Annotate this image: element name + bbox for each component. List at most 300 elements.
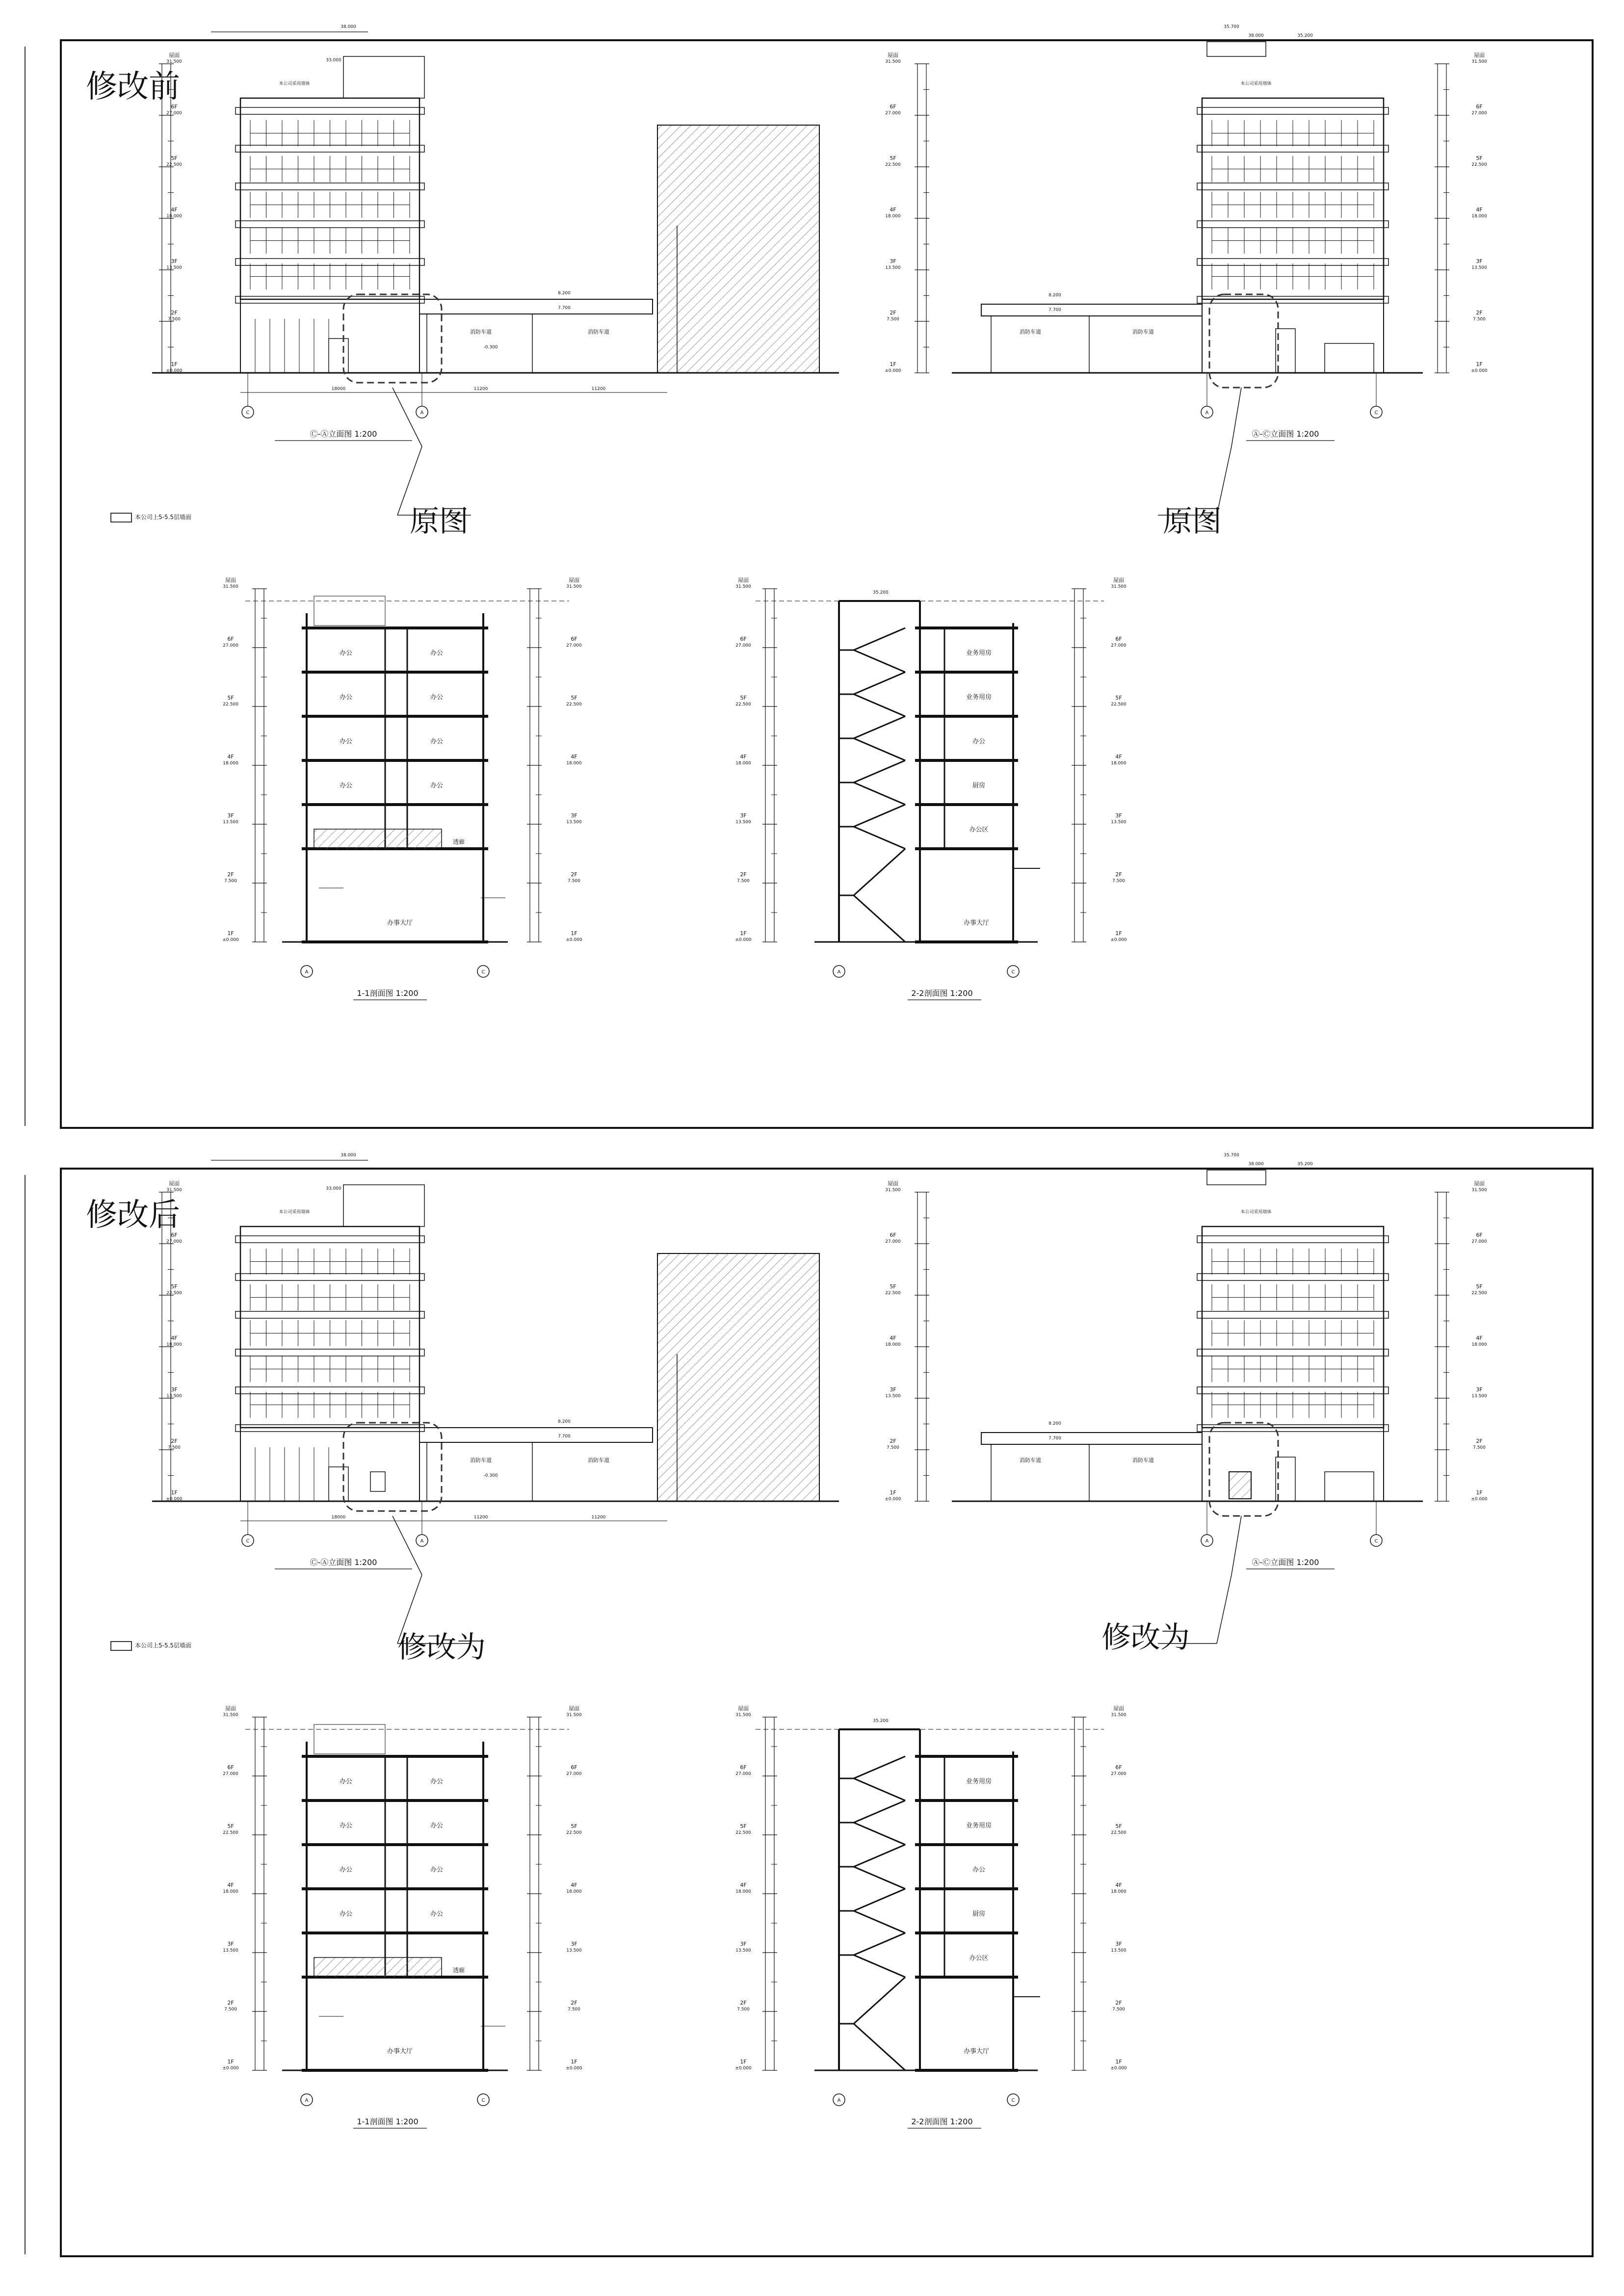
floor-name: 5F	[571, 695, 577, 701]
stair-flight	[854, 738, 905, 760]
floor-name: 4F	[1115, 1882, 1122, 1888]
floor-elevation: 13.500	[1111, 1948, 1126, 1953]
room-office: 办公	[430, 738, 444, 745]
floor-band	[236, 183, 424, 190]
floor-elevation: 7.500	[168, 1445, 181, 1450]
fire-lane-label: 消防车道	[1132, 1457, 1154, 1463]
callout-right-before: 原图	[1163, 504, 1222, 539]
floor-elevation: 7.500	[1112, 2007, 1125, 2012]
floor-name: 2F	[227, 871, 234, 878]
floor-name: 2F	[1476, 1438, 1483, 1444]
floor-name: 屋面	[888, 52, 898, 58]
fire-lane-label: 消防车道	[1020, 1457, 1041, 1463]
floor-name: 4F	[740, 1882, 747, 1888]
floor-elevation: 27.000	[885, 1239, 901, 1244]
floor-name: 6F	[571, 1764, 577, 1771]
elev-33000: 33.000	[326, 1186, 341, 1191]
dim-11200: 11200	[473, 1515, 488, 1520]
hall-label: 办事大厅	[387, 2048, 413, 2055]
floor-band	[236, 1311, 424, 1318]
elev-7700: 7.700	[558, 1434, 571, 1439]
floor-tags-right-a	[885, 52, 901, 373]
floor-band	[236, 1274, 424, 1280]
floor-band	[1197, 221, 1388, 228]
room-office: 办公	[339, 650, 353, 657]
floor-elevation: 22.500	[1471, 162, 1487, 167]
room-office: 办公	[430, 1778, 444, 1785]
floor-tags-left	[166, 52, 183, 373]
legend-text-after: 本公司上5-5.5层墙面	[135, 1642, 192, 1649]
dim-18000: 18000	[331, 387, 346, 391]
stair-flight	[854, 650, 905, 672]
level-marks-sec2-r	[1072, 1717, 1086, 2070]
floor-tags-sec1-r	[566, 1705, 582, 2071]
room-label: 办公区	[969, 826, 989, 834]
floor-name: 2F	[890, 310, 896, 316]
panel-title-before: 修改前	[86, 69, 180, 105]
floor-name: 3F	[171, 258, 178, 264]
level-marks-sec2	[762, 1717, 777, 2070]
floor-elevation: 31.500	[166, 1188, 182, 1193]
floor-tags-right-a	[885, 1180, 901, 1502]
section-2-2	[735, 1705, 1127, 2128]
floor-name: 1F	[227, 930, 234, 937]
stair-flight	[854, 760, 905, 783]
floor-elevation: 7.500	[887, 317, 899, 322]
floor-elevation: 18.000	[735, 761, 751, 766]
grid-label: C	[1011, 2098, 1015, 2103]
floor-elevation: 22.500	[166, 162, 182, 167]
floor-name: 4F	[171, 207, 178, 213]
grid-label: C	[1374, 1539, 1378, 1544]
grid-label: C	[481, 2098, 485, 2103]
floor-name: 6F	[740, 1764, 747, 1771]
grid-label: A	[837, 2098, 841, 2103]
floor-elevation: ±0.000	[566, 2066, 582, 2071]
floor-name: 6F	[1476, 1232, 1483, 1238]
callout-leader	[393, 388, 422, 446]
floor-name: 4F	[227, 1882, 234, 1888]
floor-name: 屋面	[738, 577, 749, 583]
floor-elevation: 13.500	[885, 1394, 901, 1399]
floor-name: 2F	[571, 871, 577, 878]
floor-name: 3F	[1476, 258, 1483, 264]
canopy	[419, 1428, 653, 1442]
floor-elevation: ±0.000	[885, 368, 901, 373]
grid-label: A	[837, 969, 841, 975]
panel-title-after: 修改后	[86, 1197, 180, 1233]
fire-lane-label: 消防车道	[470, 1457, 492, 1463]
floor-band	[1197, 1349, 1388, 1356]
floor-elevation: 27.000	[223, 643, 238, 648]
floor-elevation: 18.000	[566, 761, 582, 766]
floor-name: 1F	[171, 361, 178, 367]
elev-7700: 7.700	[558, 306, 571, 311]
floor-name: 6F	[171, 1232, 178, 1238]
floor-tags-sec2	[735, 1705, 752, 2071]
floor-elevation: 31.500	[885, 59, 901, 64]
section-title: 2-2剖面图 1:200	[911, 2117, 973, 2126]
floor-elevation: 27.000	[1471, 1239, 1487, 1244]
floor-name: 4F	[740, 754, 747, 760]
floor-elevation: 22.500	[1471, 1291, 1487, 1296]
elev-7700: 7.700	[1048, 1436, 1061, 1441]
floor-name: 1F	[890, 1489, 896, 1496]
floor-elevation: 22.500	[1111, 1830, 1126, 1835]
stair-flight	[854, 1756, 905, 1778]
floor-elevation: 31.500	[223, 1713, 238, 1718]
elevation-title: Ⓐ-Ⓒ立面图 1:200	[1252, 429, 1319, 439]
legend-text-before: 本公司上5-5.5层墙面	[135, 514, 192, 521]
floor-tags-sec1-r	[566, 577, 582, 942]
floor-name: 2F	[1115, 2000, 1122, 2006]
floor-elevation: 7.500	[737, 879, 750, 884]
floor-band	[1197, 183, 1388, 190]
floor-name: 屋面	[569, 1705, 579, 1712]
level-marks-sec2	[762, 589, 777, 942]
floor-name: 1F	[890, 361, 896, 367]
floor-name: 5F	[740, 1823, 747, 1829]
floor-name: 1F	[227, 2059, 234, 2065]
floor-name: 2F	[171, 310, 178, 316]
floor-name: 3F	[1115, 812, 1122, 819]
floor-name: 6F	[1115, 1764, 1122, 1771]
floor-name: 3F	[740, 812, 747, 819]
stair-flight	[854, 1911, 905, 1933]
floor-name: 6F	[1476, 104, 1483, 110]
level-marks-sec1	[252, 589, 267, 942]
grid-label: C	[1011, 969, 1015, 975]
floor-name: 2F	[227, 2000, 234, 2006]
floor-elevation: 13.500	[1111, 820, 1126, 825]
floor-elevation: ±0.000	[735, 2066, 752, 2071]
grid-label: C	[481, 969, 485, 975]
floor-band	[1197, 145, 1388, 152]
stair-flight	[854, 1800, 905, 1823]
floor-elevation: 18.000	[223, 1889, 238, 1894]
floor-elevation: ±0.000	[1110, 2066, 1127, 2071]
floor-tags-right-b	[1471, 1180, 1488, 1502]
floor-name: 4F	[1115, 754, 1122, 760]
floor-name: 4F	[171, 1335, 178, 1341]
floor-name: 屋面	[888, 1180, 898, 1187]
fire-lane-label: 消防车道	[588, 329, 609, 335]
floor-band	[1197, 107, 1388, 114]
floor-name: 5F	[890, 155, 896, 161]
floor-elevation: 13.500	[223, 1948, 238, 1953]
floor-elevation: 22.500	[1111, 702, 1126, 707]
floor-name: 5F	[1115, 1823, 1122, 1829]
floor-elevation: ±0.000	[166, 368, 183, 373]
room-label: 办公	[972, 1866, 986, 1874]
floor-elevation: 7.500	[224, 2007, 237, 2012]
floor-name: 1F	[1115, 2059, 1122, 2065]
roof-stair-box	[343, 56, 424, 98]
dim-18000: 18000	[331, 1515, 346, 1520]
floor-elevation: 27.000	[566, 643, 582, 648]
room-office: 办公	[339, 1778, 353, 1785]
level-marks-sec1	[252, 1717, 267, 2070]
fire-lane-label: 消防车道	[470, 329, 492, 335]
floor-elevation: 22.500	[885, 1291, 901, 1296]
floor-name: 1F	[171, 1489, 178, 1496]
elev-m300: -0.300	[483, 345, 498, 350]
room-label: 业务用房	[966, 1822, 992, 1829]
floor-name: 5F	[171, 155, 178, 161]
floor-name: 屋面	[1474, 52, 1485, 58]
floor-elevation: 7.500	[1473, 1445, 1486, 1450]
stair-flight	[854, 628, 905, 650]
floor-name: 屋面	[1113, 577, 1124, 583]
callout-leader	[397, 1575, 422, 1644]
floor-tags-sec2-r	[1110, 577, 1127, 942]
elevation-c-a	[152, 1153, 839, 1644]
stair-flight	[854, 1845, 905, 1867]
room-office: 办公	[430, 1866, 444, 1874]
floor-name: 6F	[171, 104, 178, 110]
mezzanine	[314, 1957, 442, 1977]
floor-elevation: 27.000	[885, 111, 901, 116]
stair-flight	[854, 1977, 905, 2024]
elevation-title: Ⓒ-Ⓐ立面图 1:200	[310, 1558, 377, 1567]
room-label: 业务用房	[966, 650, 992, 657]
floor-name: 3F	[227, 1941, 234, 1947]
top-label: 本公司采用墙体	[1240, 81, 1272, 86]
floor-band	[236, 221, 424, 228]
floor-band	[1197, 1236, 1388, 1243]
floor-elevation: 13.500	[735, 1948, 751, 1953]
floor-tags-right-b	[1471, 52, 1488, 373]
floor-elevation: ±0.000	[885, 1497, 901, 1502]
floor-elevation: 31.500	[1471, 1188, 1487, 1193]
roof-parapet	[1207, 1170, 1266, 1185]
floor-elevation: 31.500	[223, 584, 238, 589]
callout-leader	[1231, 1516, 1241, 1575]
dim-11200: 11200	[591, 387, 606, 391]
floor-name: 4F	[1476, 207, 1483, 213]
floor-elevation: 31.500	[166, 59, 182, 64]
floor-name: 5F	[171, 1283, 178, 1290]
floor-elevation: 31.500	[735, 1713, 751, 1718]
floor-elevation: 22.500	[566, 702, 582, 707]
floor-elevation: 22.500	[223, 702, 238, 707]
floor-elevation: 31.500	[566, 1713, 582, 1718]
floor-name: 3F	[740, 1941, 747, 1947]
floor-name: 3F	[890, 258, 896, 264]
ground-floor	[240, 299, 419, 373]
dim-11200: 11200	[473, 387, 488, 391]
stair-flight	[854, 805, 905, 827]
floor-elevation: 13.500	[223, 820, 238, 825]
floor-elevation: 27.000	[166, 1239, 182, 1244]
level-marks-right-b	[1435, 1192, 1449, 1501]
grid-label: A	[420, 410, 424, 416]
floor-name: 4F	[890, 1335, 896, 1341]
floor-elevation: 18.000	[166, 214, 182, 219]
top-label: 本公司采用墙体	[279, 81, 310, 86]
floor-name: 5F	[740, 695, 747, 701]
floor-tags-sec2	[735, 577, 752, 942]
floor-elevation: 7.500	[568, 879, 580, 884]
floor-band	[236, 1236, 424, 1243]
room-office: 办公	[339, 1822, 353, 1829]
floor-elevation: ±0.000	[1110, 938, 1127, 942]
floor-elevation: 13.500	[885, 265, 901, 270]
room-office: 办公	[339, 694, 353, 701]
stair-flight	[854, 672, 905, 694]
floor-name: 4F	[227, 754, 234, 760]
floor-elevation: 18.000	[566, 1889, 582, 1894]
room-office: 办公	[430, 650, 444, 657]
floor-elevation: 18.000	[223, 761, 238, 766]
floor-elevation: 7.500	[168, 317, 181, 322]
room-label: 办公区	[969, 1955, 989, 1962]
grid-label: A	[305, 2098, 309, 2103]
floor-name: 屋面	[1474, 1180, 1485, 1187]
callout-right-after: 修改为	[1101, 1620, 1190, 1655]
floor-elevation: 22.500	[566, 1830, 582, 1835]
elev-8200: 8.200	[1048, 293, 1061, 298]
floor-elevation: 31.500	[566, 584, 582, 589]
floor-name: 4F	[890, 207, 896, 213]
stair-flight	[854, 2024, 905, 2070]
floor-elevation: 13.500	[166, 265, 182, 270]
neighbor-building	[657, 1253, 819, 1501]
floor-elevation: 18.000	[1471, 1342, 1487, 1347]
section-title: 1-1剖面图 1:200	[357, 989, 419, 998]
fire-lane-label: 消防车道	[1132, 329, 1154, 335]
floor-band	[236, 145, 424, 152]
roof-stair-box	[343, 1185, 424, 1226]
floor-name: 5F	[1476, 155, 1483, 161]
floor-name: 6F	[227, 1764, 234, 1771]
floor-name: 屋面	[1113, 1705, 1124, 1712]
floor-elevation: 27.000	[1111, 643, 1126, 648]
floor-name: 3F	[571, 812, 577, 819]
floor-elevation: 31.500	[735, 584, 751, 589]
elev-m300: -0.300	[483, 1473, 498, 1478]
floor-name: 1F	[1476, 1489, 1483, 1496]
dim-11200: 11200	[591, 1515, 606, 1520]
elevation-c-a	[152, 25, 839, 515]
floor-name: 2F	[171, 1438, 178, 1444]
floor-elevation: 13.500	[566, 820, 582, 825]
elevation-a-c	[885, 25, 1488, 515]
fire-lane-label: 消防车道	[1020, 329, 1041, 335]
floor-name: 5F	[1476, 1283, 1483, 1290]
roof-parapet	[1207, 42, 1266, 56]
floor-name: 3F	[171, 1386, 178, 1393]
section-1-1	[222, 1705, 582, 2128]
room-office: 办公	[339, 782, 353, 789]
floor-name: 6F	[740, 636, 747, 642]
elev-7700: 7.700	[1048, 308, 1061, 313]
room-office: 办公	[430, 782, 444, 789]
floor-name: 3F	[227, 812, 234, 819]
elev-33000: 33.000	[326, 58, 341, 63]
ground-floor	[240, 1428, 419, 1501]
floor-elevation: 18.000	[1111, 1889, 1126, 1894]
floor-name: 2F	[1115, 871, 1122, 878]
floor-band	[1197, 1311, 1388, 1318]
stair-flight	[854, 1955, 905, 1977]
floor-elevation: 7.500	[224, 879, 237, 884]
entrance-door	[329, 1467, 348, 1501]
grid-label: A	[305, 969, 309, 975]
floor-elevation: 18.000	[885, 214, 901, 219]
section-1-1	[222, 577, 582, 1000]
floor-name: 2F	[740, 871, 747, 878]
callout-left-before: 原图	[410, 504, 469, 539]
floor-name: 2F	[571, 2000, 577, 2006]
hall-label: 办事大厅	[963, 919, 990, 927]
floor-name: 6F	[1115, 636, 1122, 642]
hall-label: 办事大厅	[963, 2048, 990, 2055]
elev-35200: 35.200	[873, 590, 889, 595]
neighbor-building	[657, 125, 819, 373]
floor-name: 1F	[740, 2059, 747, 2065]
floor-band	[236, 107, 424, 114]
floor-name: 3F	[1476, 1386, 1483, 1393]
floor-elevation: 22.500	[735, 1830, 751, 1835]
floor-name: 1F	[1115, 930, 1122, 937]
storefront	[1325, 1472, 1374, 1501]
floor-name: 3F	[890, 1386, 896, 1393]
floor-name: 6F	[890, 104, 896, 110]
elev-35200: 35.200	[1297, 1162, 1313, 1167]
floor-elevation: 13.500	[566, 1948, 582, 1953]
floor-name: 5F	[890, 1283, 896, 1290]
room-office: 办公	[339, 738, 353, 745]
canopy	[981, 1433, 1202, 1444]
level-marks-sec1-r	[527, 1717, 542, 2070]
fire-lane-label: 消防车道	[588, 1457, 609, 1463]
floor-elevation: 7.500	[1473, 317, 1486, 322]
void-label: 透廊	[452, 838, 465, 845]
callout-leader	[397, 446, 422, 515]
floor-elevation: ±0.000	[166, 1497, 183, 1502]
floor-elevation: 18.000	[1471, 214, 1487, 219]
room-label: 业务用房	[966, 694, 992, 701]
elevation-a-c	[885, 1153, 1488, 1644]
grid-label: C	[246, 1539, 250, 1544]
floor-name: 1F	[571, 930, 577, 937]
floor-name: 4F	[1476, 1335, 1483, 1341]
floor-elevation: 13.500	[166, 1394, 182, 1399]
floor-elevation: 13.500	[1471, 265, 1487, 270]
room-label: 厨房	[972, 782, 986, 789]
floor-elevation: 22.500	[885, 162, 901, 167]
modified-window	[1229, 1472, 1251, 1499]
section-2-2	[735, 577, 1127, 1000]
floor-name: 6F	[571, 636, 577, 642]
elev-8200: 8.200	[558, 291, 571, 296]
room-office: 办公	[430, 1822, 444, 1829]
floor-elevation: ±0.000	[222, 2066, 239, 2071]
stair-flight	[854, 694, 905, 716]
canopy	[981, 304, 1202, 316]
grid-label: A	[420, 1539, 424, 1544]
grid-label: A	[1205, 1539, 1209, 1544]
stair-flight	[854, 716, 905, 738]
room-office: 办公	[339, 1866, 353, 1874]
floor-elevation: 22.500	[166, 1291, 182, 1296]
entrance-door	[329, 339, 348, 373]
floor-name: 2F	[1476, 310, 1483, 316]
floor-elevation: 27.000	[223, 1772, 238, 1776]
section-title: 2-2剖面图 1:200	[911, 989, 973, 998]
roof-stair	[314, 596, 385, 626]
